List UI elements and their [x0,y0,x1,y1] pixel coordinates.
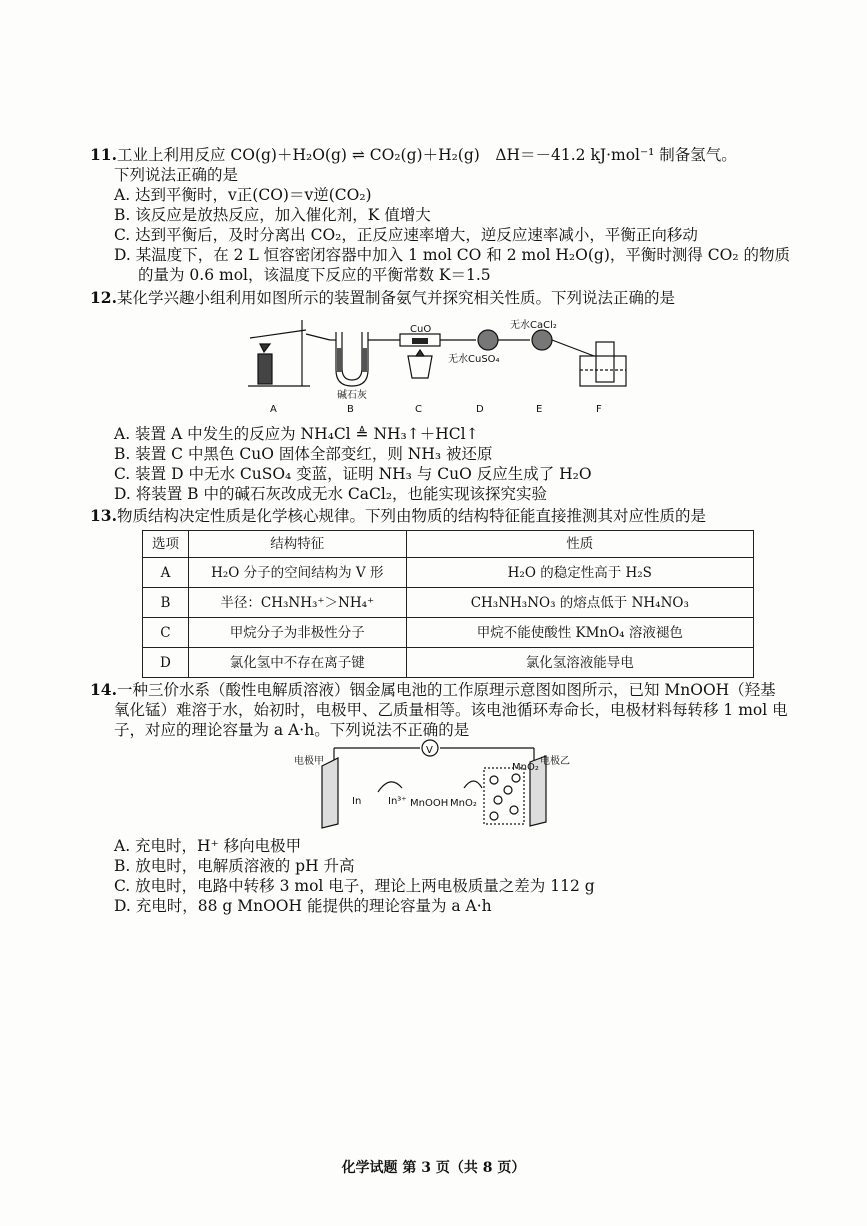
mnooh-label: MnOOH [410,798,449,809]
q12-option-a: A. 装置 A 中发生的反应为 NH₄Cl ≜ NH₃↑＋HCl↑ [114,425,479,443]
table-cell: 甲烷不能使酸性 KMnO₄ 溶液褪色 [406,618,753,648]
q12-stem: 某化学兴趣小组利用如图所示的装置制备氨气并探究相关性质。下列说法正确的是 [116,289,675,307]
table-cell: 氯化氢中不存在离子键 [188,648,406,678]
electrode-a-label: 电极甲 [294,756,324,767]
question-12 [90,288,790,308]
q11-number: 11. [90,145,117,164]
table-header-structure: 结构特征 [188,531,406,558]
q14-option-c: C. 放电时，电路中转移 3 mol 电子，理论上两电极质量之差为 112 g [114,877,595,895]
indium-label: In [352,796,362,807]
question-13 [90,506,790,526]
q14-number: 14. [90,680,117,699]
q11-option-a: A. 达到平衡时，v正(CO)＝v逆(CO₂) [114,186,372,204]
q11-stem [90,145,790,165]
q14-battery-figure [294,738,574,830]
reagent-d-label: 无水CuSO₄ [448,354,500,365]
q14-stem-c: 子，对应的理论容量为 a A·h。下列说法不正确的是 [114,721,470,739]
table-cell: H₂O 分子的空间结构为 V 形 [188,558,406,588]
q14-option-b: B. 放电时，电解质溶液的 pH 升高 [114,857,355,875]
table-row [143,648,754,678]
table-header-option: 选项 [143,531,189,558]
reagent-c-label: CuO [410,324,432,335]
q12-apparatus-figure [240,312,640,418]
q12-options [90,424,790,504]
table-cell: D [143,648,189,678]
apparatus-label-f: F [596,404,602,415]
indium-ion-label: In³⁺ [388,796,407,807]
apparatus-label-d: D [476,404,484,415]
q13-number: 13. [90,506,117,525]
q12-option-c: C. 装置 D 中无水 CuSO₄ 变蓝，证明 NH₃ 与 CuO 反应生成了 H₂O [114,465,592,483]
q13-stem: 物质结构决定性质是化学核心规律。下列由物质的结构特征能直接推测其对应性质的是 [116,507,706,525]
q11-option-b: B. 该反应是放热反应，加入催化剂，K 值增大 [114,206,431,224]
table-row [143,588,754,618]
electrode-b-label: 电极乙 [540,756,570,767]
q11-option-c: C. 达到平衡后，及时分离出 CO₂，正反应速率增大，逆反应速率减小，平衡正向移动 [114,226,698,244]
apparatus-label-c: C [415,404,422,415]
table-cell: 半径：CH₃NH₃⁺＞NH₄⁺ [188,588,406,618]
table-row [143,618,754,648]
voltmeter-label: V [426,745,433,756]
apparatus-diagram [240,312,640,418]
q11-stem-a: 工业上利用反应 CO(g)＋H₂O(g) ⇌ CO₂(g)＋H₂(g) ΔH＝－41.2 kJ·mol⁻¹ 制备氢气。 [116,146,737,164]
table-cell: B [143,588,189,618]
page-footer: 化学试题 第 3 页（共 8 页） [341,1160,526,1176]
reagent-b-label: 碱石灰 [337,390,367,401]
table-cell: A [143,558,189,588]
table-header-row [143,531,754,558]
table-row [143,558,754,588]
reagent-e-label: 无水CaCl₂ [510,320,557,331]
table-cell: 甲烷分子为非极性分子 [188,618,406,648]
question-11 [90,145,790,285]
q14-option-d: D. 充电时，88 g MnOOH 能提供的理论容量为 a A·h [114,897,492,915]
q11-option-d: D. 某温度下，在 2 L 恒容密闭容器中加入 1 mol CO 和 2 mol H₂O(g)，平衡时测得 CO₂ 的物质 [114,246,791,264]
q13-table [142,530,754,678]
apparatus-label-a: A [270,404,277,415]
battery-diagram [294,738,574,830]
q11-stem-b: 下列说法正确的是 [114,166,239,184]
table-header-property: 性质 [406,531,753,558]
table-cell: 氯化氢溶液能导电 [406,648,753,678]
q14-stem-b: 氧化锰）难溶于水，始初时，电极甲、乙质量相等。该电池循环寿命长，电极材料每转移 1 mol 电 [114,701,788,719]
q11-option-d-cont: 的量为 0.6 mol，该温度下反应的平衡常数 K＝1.5 [138,266,491,284]
table-cell: H₂O 的稳定性高于 H₂S [406,558,753,588]
q12-option-b: B. 装置 C 中黑色 CuO 固体全部变红，则 NH₃ 被还原 [114,445,493,463]
q12-number: 12. [90,288,117,307]
q14-stem-a: 一种三价水系（酸性电解质溶液）铟金属电池的工作原理示意图如图所示，已知 MnOOH（羟基 [116,681,776,699]
apparatus-label-b: B [347,404,354,415]
table-cell: CH₃NH₃NO₃ 的熔点低于 NH₄NO₃ [406,588,753,618]
mno2-top-label: MnO₂ [512,762,539,773]
question-14 [90,680,790,740]
table-cell: C [143,618,189,648]
q14-option-a: A. 充电时，H⁺ 移向电极甲 [114,837,302,855]
mno2-label: MnO₂ [450,798,477,809]
q12-option-d: D. 将装置 B 中的碱石灰改成无水 CaCl₂，也能实现该探究实验 [114,485,548,503]
q14-options [90,836,790,916]
apparatus-label-e: E [536,404,543,415]
